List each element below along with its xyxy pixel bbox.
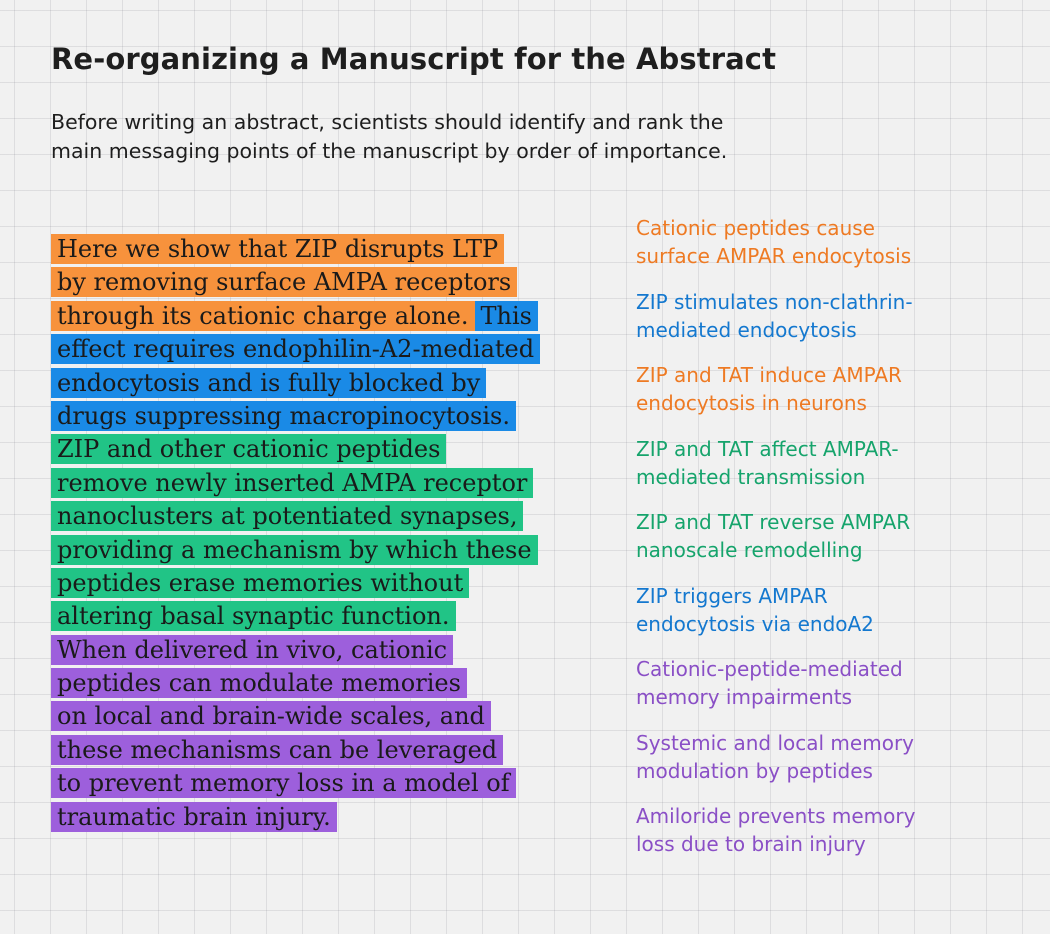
messaging-point-line: Cationic-peptide-mediated xyxy=(636,657,903,681)
highlight-orange: through its cationic charge alone. xyxy=(51,301,475,331)
abstract-line xyxy=(51,534,571,567)
messaging-point-line: loss due to brain injury xyxy=(636,832,866,856)
messaging-point-line: memory impairments xyxy=(636,685,853,709)
abstract-line xyxy=(51,333,571,366)
messaging-point-line: ZIP triggers AMPAR xyxy=(636,583,828,608)
messaging-point-line: mediated endocytosis xyxy=(636,317,857,342)
messaging-point-line: ZIP and TAT reverse AMPAR xyxy=(636,510,911,534)
messaging-point-line: mediated transmission xyxy=(636,464,866,489)
abstract-line xyxy=(51,801,571,834)
highlight-blue: endocytosis and is fully blocked by xyxy=(51,368,486,398)
messaging-point xyxy=(636,582,1036,638)
abstract-line xyxy=(51,400,571,433)
highlight-green: peptides erase memories without xyxy=(51,568,469,598)
messaging-point-line: ZIP and TAT affect AMPAR- xyxy=(636,436,899,461)
highlight-purple: on local and brain-wide scales, and xyxy=(51,701,491,731)
abstract-line xyxy=(51,500,571,533)
highlight-purple: these mechanisms can be leveraged xyxy=(51,735,503,765)
highlight-green: altering basal synaptic function. xyxy=(51,601,456,631)
abstract-line xyxy=(51,567,571,600)
messaging-point-line: Cationic peptides cause xyxy=(636,216,875,240)
highlight-green: remove newly inserted AMPA receptor xyxy=(51,468,533,498)
messaging-point-line: ZIP and TAT induce AMPAR xyxy=(636,363,902,387)
abstract-line xyxy=(51,433,571,466)
abstract-line xyxy=(51,700,571,733)
messaging-point-line: endocytosis via endoA2 xyxy=(636,611,874,636)
highlight-blue: effect requires endophilin-A2-mediated xyxy=(51,334,540,364)
messaging-point-line: nanoscale remodelling xyxy=(636,538,863,562)
highlighted-abstract xyxy=(51,233,571,834)
messaging-point-line: Systemic and local memory xyxy=(636,730,914,755)
highlight-orange: by removing surface AMPA receptors xyxy=(51,267,517,297)
messaging-point xyxy=(636,729,1036,785)
abstract-line xyxy=(51,266,571,299)
messaging-point xyxy=(636,288,1036,344)
abstract-line xyxy=(51,600,571,633)
abstract-line xyxy=(51,634,571,667)
highlight-blue: This xyxy=(475,301,538,331)
messaging-point xyxy=(636,508,1036,564)
abstract-line xyxy=(51,367,571,400)
messaging-point-line: surface AMPAR endocytosis xyxy=(636,244,912,268)
abstract-line xyxy=(51,767,571,800)
messaging-point-line: Amiloride prevents memory xyxy=(636,804,916,828)
page-title: Re-organizing a Manuscript for the Abstract xyxy=(51,42,777,76)
highlight-blue: drugs suppressing macropinocytosis. xyxy=(51,401,516,431)
messaging-point xyxy=(636,214,1036,270)
messaging-point xyxy=(636,655,1036,711)
messaging-point xyxy=(636,435,1036,491)
highlight-green: ZIP and other cationic peptides xyxy=(51,434,446,464)
abstract-line xyxy=(51,667,571,700)
highlight-purple: peptides can modulate memories xyxy=(51,668,467,698)
abstract-line xyxy=(51,233,571,266)
abstract-line xyxy=(51,467,571,500)
highlight-purple: When delivered in vivo, cationic xyxy=(51,635,453,665)
subtitle-line: main messaging points of the manuscript by order of importance. xyxy=(51,139,728,163)
messaging-point-line: endocytosis in neurons xyxy=(636,391,867,415)
messaging-point xyxy=(636,802,1036,858)
highlight-orange: Here we show that ZIP disrupts LTP xyxy=(51,234,504,264)
highlight-purple: to prevent memory loss in a model of xyxy=(51,768,516,798)
page-subtitle xyxy=(51,108,871,166)
messaging-point-line: ZIP stimulates non-clathrin- xyxy=(636,289,913,314)
abstract-line xyxy=(51,734,571,767)
subtitle-line: Before writing an abstract, scientists should identify and rank the xyxy=(51,110,724,134)
abstract-line xyxy=(51,300,571,333)
messaging-point-line: modulation by peptides xyxy=(636,758,873,783)
messaging-point xyxy=(636,361,1036,417)
highlight-purple: traumatic brain injury. xyxy=(51,802,337,832)
highlight-green: nanoclusters at potentiated synapses, xyxy=(51,501,523,531)
highlight-green: providing a mechanism by which these xyxy=(51,535,538,565)
messaging-points-list xyxy=(636,214,1036,876)
